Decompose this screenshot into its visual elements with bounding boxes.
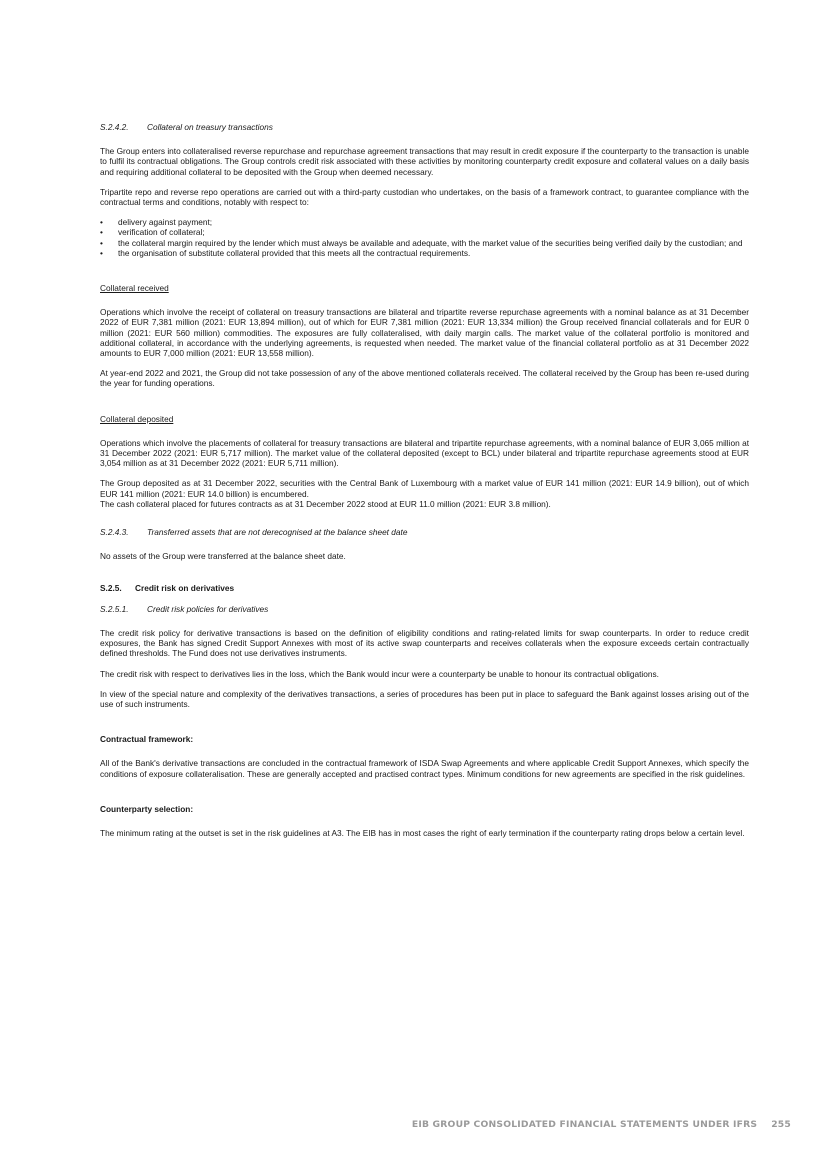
paragraph: At year-end 2022 and 2021, the Group did not take possession of any of the above mentioned collaterals received. The collateral received by the Group has been re-used during the year for funding operations. bbox=[100, 368, 749, 389]
paragraph: The Group deposited as at 31 December 2022, securities with the Central Bank of Luxembourg with a market value of EUR 141 million (2021: EUR 14.9 billion), out of which EUR 141 million (2021: EUR 14.0 billion) is encumbered. bbox=[100, 478, 749, 499]
document-body bbox=[100, 122, 749, 838]
bullet-icon: • bbox=[100, 217, 103, 228]
list-item bbox=[100, 238, 749, 248]
paragraph: In view of the special nature and complexity of the derivatives transactions, a series of procedures has been put in place to safeguard the Bank against losses arising out of the use of such instruments. bbox=[100, 688, 749, 709]
section-number: S.2.4.3. bbox=[100, 527, 129, 538]
subsection-heading: Collateral deposited bbox=[100, 413, 174, 424]
paragraph: All of the Bank's derivative transactions are concluded in the contractual framework of ISDA Swap Agreements and where applicable Credit Support Annexes, which specify the conditions of exposure collateralisation. These are generally accepted and practised contract types. Minimum conditions for new agreements are specified in the risk guidelines. bbox=[100, 758, 749, 779]
section-heading bbox=[100, 583, 749, 593]
list-item bbox=[100, 248, 749, 258]
bullet-icon: • bbox=[100, 247, 103, 258]
paragraph: No assets of the Group were transferred at the balance sheet date. bbox=[100, 551, 346, 562]
subsection-heading: Collateral received bbox=[100, 283, 169, 294]
list-item bbox=[100, 217, 749, 227]
paragraph: The cash collateral placed for futures contracts as at 31 December 2022 stood at EUR 11.0 million (2021: EUR 3.8 million). bbox=[100, 498, 551, 509]
section-heading bbox=[100, 527, 749, 537]
list-item bbox=[100, 227, 749, 237]
list-item-text: verification of collateral; bbox=[118, 227, 205, 238]
bullet-icon: • bbox=[100, 227, 103, 238]
subsection-heading: Counterparty selection: bbox=[100, 803, 194, 814]
list-item-text: delivery against payment; bbox=[118, 217, 213, 228]
section-title: Collateral on treasury transactions bbox=[147, 122, 273, 132]
list-item-text: the collateral margin required by the lender which must always be available and adequate, with the market value of the securities being verified daily by the custodian; and bbox=[118, 237, 743, 248]
page-number: 255 bbox=[771, 1119, 791, 1130]
subsection-heading: Contractual framework: bbox=[100, 734, 194, 745]
footer-title: EIB GROUP CONSOLIDATED FINANCIAL STATEMENTS UNDER IFRS bbox=[411, 1119, 758, 1130]
paragraph: Operations which involve the placements of collateral for treasury transactions are bilateral and tripartite repurchase agreements, with a nominal balance of EUR 3,065 million at 31 December 2022 (2021: EUR 5,717 million). The market value of the collateral deposited (except to BCL) under bilateral and tripartite repurchase agreements stood at EUR 3,054 million as at 31 December 2022 (2021: EUR 5,711 million). bbox=[100, 437, 749, 469]
section-heading bbox=[100, 122, 749, 132]
paragraph: The minimum rating at the outset is set in the risk guidelines at A3. The EIB has in most cases the right of early termination if the counterparty rating drops below a certain level. bbox=[100, 827, 745, 838]
section-number: S.2.5. bbox=[100, 583, 122, 594]
section-title: Transferred assets that are not derecognised at the balance sheet date bbox=[147, 527, 408, 538]
paragraph: Tripartite repo and reverse repo operations are carried out with a third-party custodian who undertakes, on the basis of a framework contract, to guarantee compliance with the contractual terms and conditions, notably with respect to: bbox=[100, 186, 749, 208]
section-title: Credit risk policies for derivatives bbox=[147, 603, 269, 614]
section-number: S.2.5.1. bbox=[100, 603, 129, 614]
paragraph: The Group enters into collateralised reverse repurchase and repurchase agreement transactions that may result in credit exposure if the counterparty to the transaction is unable to fulfil its contractual obligations. The Group controls credit risk associated with these activities by monitoring counterparty credit exposure and collateral values on a daily basis and requiring additional collateral to be deposited with the Group when deemed necessary. bbox=[100, 146, 749, 177]
paragraph: The credit risk policy for derivative transactions is based on the definition of eligibility conditions and rating-related limits for swap counterparts. In order to reduce credit exposures, the Bank has signed Credit Support Annexes with most of its active swap counterparts and receives collaterals when the exposure exceeds certain contractually defined thresholds. The Fund does not use derivatives instruments. bbox=[100, 627, 749, 659]
bullet-icon: • bbox=[100, 237, 103, 248]
list-item-text: the organisation of substitute collateral provided that this meets all the contractual requirements. bbox=[118, 247, 471, 258]
section-title: Credit risk on derivatives bbox=[135, 583, 235, 594]
paragraph: The credit risk with respect to derivatives lies in the loss, which the Bank would incur were a counterparty be unable to honour its contractual obligations. bbox=[100, 668, 659, 679]
section-number: S.2.4.2. bbox=[100, 122, 129, 132]
page-footer bbox=[412, 1119, 791, 1130]
section-heading bbox=[100, 604, 749, 614]
bullet-list bbox=[100, 217, 749, 258]
paragraph: Operations which involve the receipt of collateral on treasury transactions are bilateral and tripartite reverse repurchase agreements with a nominal balance as at 31 December 2022 of EUR 7,381 million (2021: EUR 13,894 million), out of which for EUR 7,381 million (2021: EUR 13,334 million) the Group received financial collaterals and for EUR 0 million (2021: EUR 560 million) commodities. The exposures are fully collateralised, with daily margin calls. The market value of the collateral portfolio is monitored and additional collateral, in accordance with the underlying agreements, is requested when needed. The market value of the financial collateral portfolio as at 31 December 2022 amounts to EUR 7,000 million (2021: EUR 13,558 million). bbox=[100, 307, 749, 359]
